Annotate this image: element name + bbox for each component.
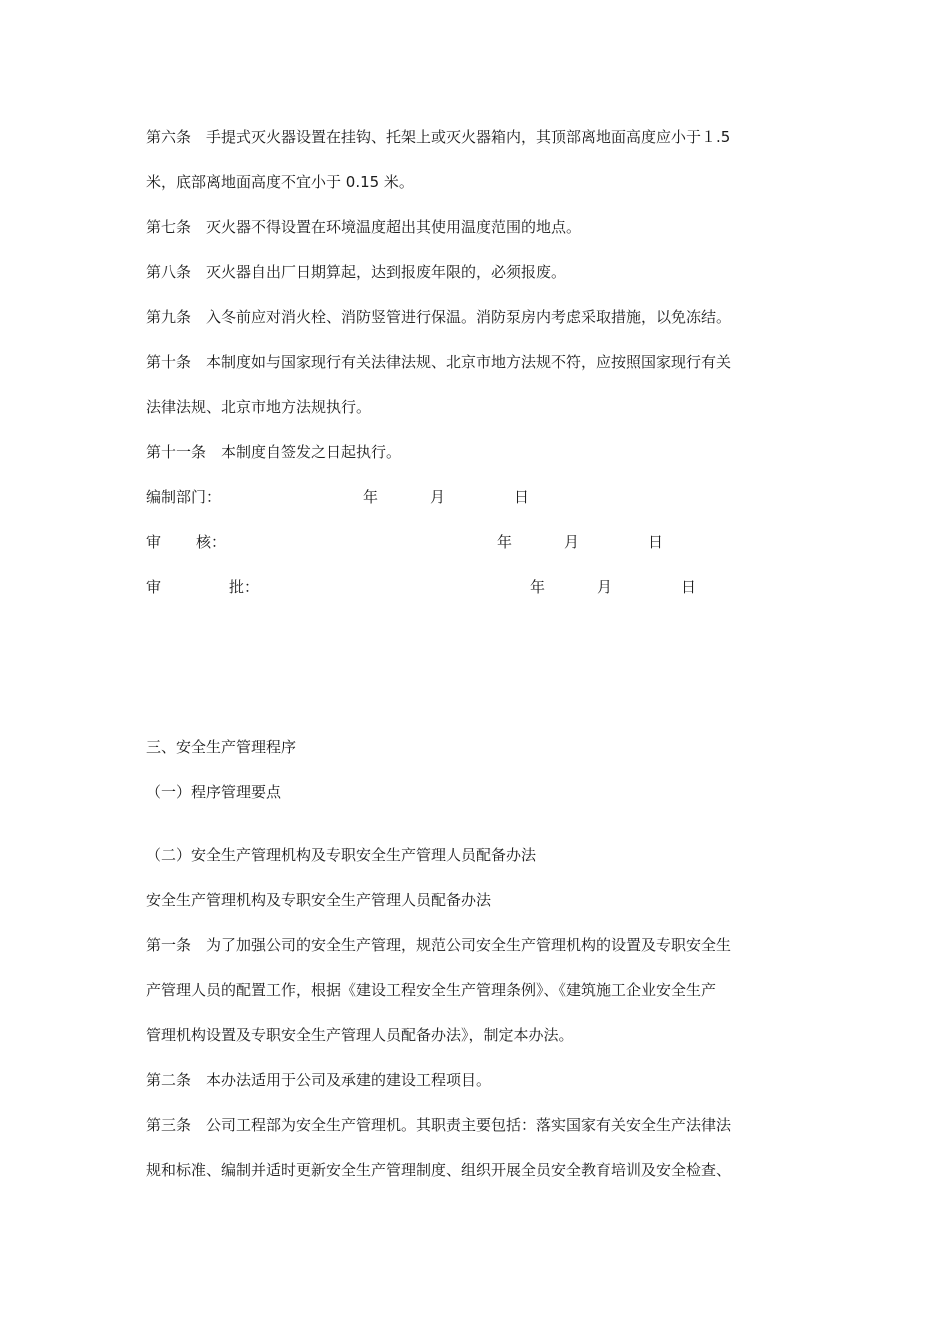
regulation-title: 安全生产管理机构及专职安全生产管理人员配备办法 xyxy=(146,891,492,909)
article-6-line-2: 米，底部离地面高度不宜小于 0.15 米。 xyxy=(146,173,414,191)
date-day: 日 xyxy=(648,533,664,551)
date-month: 月 xyxy=(597,578,613,596)
article-9: 第九条 入冬前应对消火栓、消防竖管进行保温。消防泵房内考虑采取措施，以免冻结。 xyxy=(146,308,732,326)
article-7: 第七条 灭火器不得设置在环境温度超出其使用温度范围的地点。 xyxy=(146,218,582,236)
review-label-char-2: 核： xyxy=(196,533,227,551)
reg-article-1-line-2: 产管理人员的配置工作，根据《建设工程安全生产管理条例》、《建筑施工企业安全生产 xyxy=(146,981,717,999)
reg-article-3-line-2: 规和标准、编制并适时更新安全生产管理制度、组织开展全员安全教育培训及安全检查、 xyxy=(146,1161,732,1179)
date-year: 年 xyxy=(497,533,513,551)
reg-article-2: 第二条 本办法适用于公司及承建的建设工程项目。 xyxy=(146,1071,492,1089)
subsection-heading-1: （一）程序管理要点 xyxy=(146,783,282,801)
date-day: 日 xyxy=(514,488,530,506)
article-8: 第八条 灭火器自出厂日期算起，达到报废年限的，必须报废。 xyxy=(146,263,567,281)
approve-label-char-2: 批： xyxy=(229,578,260,596)
approve-label-char-1: 审 xyxy=(146,578,162,596)
article-6-line-1: 第六条 手提式灭火器设置在挂钩、托架上或灭火器箱内，其顶部离地面高度应小于１.5 xyxy=(146,128,731,146)
article-10-line-2: 法律法规、北京市地方法规执行。 xyxy=(146,398,372,416)
date-month: 月 xyxy=(564,533,580,551)
article-11: 第十一条 本制度自签发之日起执行。 xyxy=(146,443,402,461)
date-day: 日 xyxy=(681,578,697,596)
reg-article-3-line-1: 第三条 公司工程部为安全生产管理机。其职责主要包括：落实国家有关安全生产法律法 xyxy=(146,1116,732,1134)
compiling-dept-label: 编制部门： xyxy=(146,488,222,506)
subsection-heading-2: （二）安全生产管理机构及专职安全生产管理人员配备办法 xyxy=(146,846,537,864)
reg-article-1-line-3: 管理机构设置及专职安全生产管理人员配备办法》，制定本办法。 xyxy=(146,1026,574,1044)
article-10-line-1: 第十条 本制度如与国家现行有关法律法规、北京市地方法规不符，应按照国家现行有关 xyxy=(146,353,732,371)
date-year: 年 xyxy=(363,488,379,506)
review-label-char-1: 审 xyxy=(146,533,162,551)
reg-article-1-line-1: 第一条 为了加强公司的安全生产管理，规范公司安全生产管理机构的设置及专职安全生 xyxy=(146,936,732,954)
date-year: 年 xyxy=(530,578,546,596)
section-heading: 三、安全生产管理程序 xyxy=(146,738,297,756)
date-month: 月 xyxy=(430,488,446,506)
